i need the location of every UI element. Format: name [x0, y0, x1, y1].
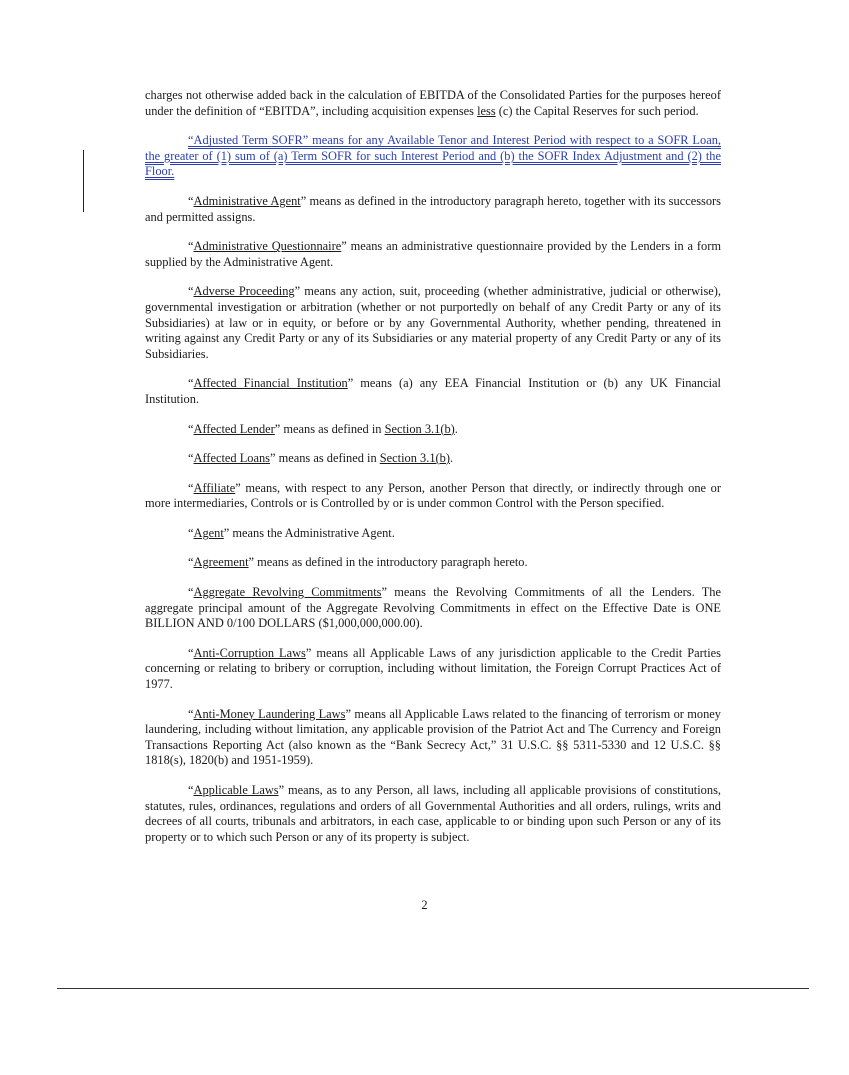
section-reference: Section 3.1(b) — [379, 451, 450, 466]
quote-open: “ — [188, 555, 194, 570]
definition-adjusted-term-sofr — [145, 133, 721, 180]
definition-text: ” means, with respect to any Person, another Person that directly, or indirectly through one or more intermediaries, Controls or is Controlled by or is under common Control with the Person specified. — [145, 480, 721, 511]
definition-affected-loans — [145, 451, 721, 467]
defined-term: Aggregate Revolving Commitments — [193, 585, 382, 600]
defined-term: Anti-Corruption Laws — [193, 645, 306, 660]
defined-term: Affected Loans — [193, 451, 270, 466]
footer-divider — [57, 988, 809, 989]
intro-paragraph — [145, 88, 721, 119]
quote-open: “ — [188, 193, 194, 208]
definition-affected-financial-institution — [145, 376, 721, 407]
defined-term: Affiliate — [193, 480, 236, 495]
definition-text: ” means all Applicable Laws of any jurisdiction applicable to the Credit Parties concerning or relating to bribery or corruption, including without limitation, the Foreign Corrupt Practices Act of 1977. — [145, 645, 721, 692]
defined-term: Agent — [193, 525, 224, 540]
definition-text: ” means, as to any Person, all laws, including all applicable provisions of constitutions, statutes, rules, ordinances, regulations and orders of all Governmental Authorities and all orders, rulings, writs and decrees of all courts, tribunals and arbitrators, in each case, applicable to or binding upon such Person or any of its property or to which such Person or any of its property is subject. — [145, 783, 721, 844]
definition-anti-money-laundering-laws — [145, 707, 721, 769]
definition-agent — [145, 526, 721, 542]
definition-end: . — [449, 451, 454, 466]
definition-text: ” means as defined in — [274, 421, 385, 436]
definition-text: ” means as defined in the introductory paragraph hereto. — [248, 555, 528, 570]
quote-open: “ — [188, 480, 194, 495]
defined-term: Adverse Proceeding — [193, 284, 295, 299]
intro-less: less — [477, 103, 496, 118]
quote-open: “ — [188, 451, 194, 466]
definition-text: ” means the Administrative Agent. — [223, 525, 395, 540]
definition-aggregate-revolving-commitments — [145, 585, 721, 632]
defined-term: Anti-Money Laundering Laws — [193, 706, 346, 721]
definition-text: ” means (a) any EEA Financial Institution or (b) any UK Financial Institution. — [145, 376, 721, 406]
quote-open: “ — [188, 706, 194, 721]
quote-open: “ — [188, 645, 194, 660]
document-page — [145, 88, 721, 859]
defined-term: Affected Lender — [193, 421, 275, 436]
definition-text: ” means the Revolving Commitments of all the Lenders. The aggregate principal amount of the Aggregate Revolving Commitments in effect on the Effective Date is ONE BILLION AND 0/100 DOLLARS ($1,000,000,000.00). — [145, 585, 721, 631]
defined-term: Agreement — [193, 555, 249, 570]
definition-text: ” means as defined in — [270, 451, 380, 466]
definition-administrative-agent — [145, 194, 721, 225]
quote-open: “ — [188, 376, 194, 391]
page-number: 2 — [421, 898, 428, 912]
quote-open: “ — [188, 239, 194, 254]
intro-text: charges not otherwise added back in the calculation of EBITDA of the Consolidated Parties for the purposes hereof under the definition of “EBITDA”, including acquisition expenses — [145, 88, 721, 118]
definition-text: ” means all Applicable Laws related to the financing of terrorism or money laundering, including without limitation, any applicable provision of the Patriot Act and The Currency and Foreign Transactions Reporting Act (also known as the “Bank Secrecy Act,” 31 U.S.C. §§ 5311-5330 and 12 U.S.C. §§ 1818(s), 1820(b) and 1951-1959). — [145, 706, 722, 768]
quote-open: “ — [188, 284, 194, 299]
definition-agreement — [145, 555, 721, 571]
quote-open: “ — [188, 783, 194, 797]
definition-applicable-laws — [145, 783, 721, 845]
revision-change-bar — [83, 150, 84, 212]
definition-administrative-questionnaire — [145, 239, 721, 270]
defined-term: Administrative Agent — [193, 193, 301, 208]
quote-open: “ — [188, 421, 194, 436]
quote-open: “ — [188, 585, 194, 600]
definition-affiliate — [145, 481, 721, 512]
defined-term: Administrative Questionnaire — [193, 239, 342, 254]
definition-text: ” means as defined in the introductory paragraph hereto, together with its successors and permitted assigns. — [145, 193, 721, 224]
definition-affected-lender — [145, 422, 721, 438]
definition-end: . — [454, 421, 458, 436]
section-reference: Section 3.1(b) — [384, 421, 455, 436]
intro-text-end: (c) the Capital Reserves for such period. — [495, 103, 699, 118]
definition-text: ” means any action, suit, proceeding (whether administrative, judicial or otherwise), governmental investigation or arbitration (whether or not purportedly on behalf of any Credit Party or any of its Subsidiaries) at law or in equity, or before or by any Governmental Authority, whether pending, threatened in writing against any Credit Party or any of its Subsidiaries or any material property of any Credit Party or any of its Subsidiaries. — [145, 284, 722, 361]
defined-term: Applicable Laws — [193, 783, 279, 797]
defined-term: Affected Financial Institution — [193, 376, 348, 391]
definition-text: ” means an administrative questionnaire provided by the Lenders in a form supplied by the Administrative Agent. — [145, 239, 722, 269]
inserted-definition-text: “Adjusted Term SOFR” means for any Available Tenor and Interest Period with respect to a SOFR Loan, the greater of (1) sum of (a) Term SOFR for such Interest Period and (b) the SOFR Index Adjustment and (2) the Floor. — [145, 133, 721, 179]
definition-anti-corruption-laws — [145, 646, 721, 693]
definition-adverse-proceeding — [145, 284, 721, 362]
quote-open: “ — [188, 525, 194, 540]
